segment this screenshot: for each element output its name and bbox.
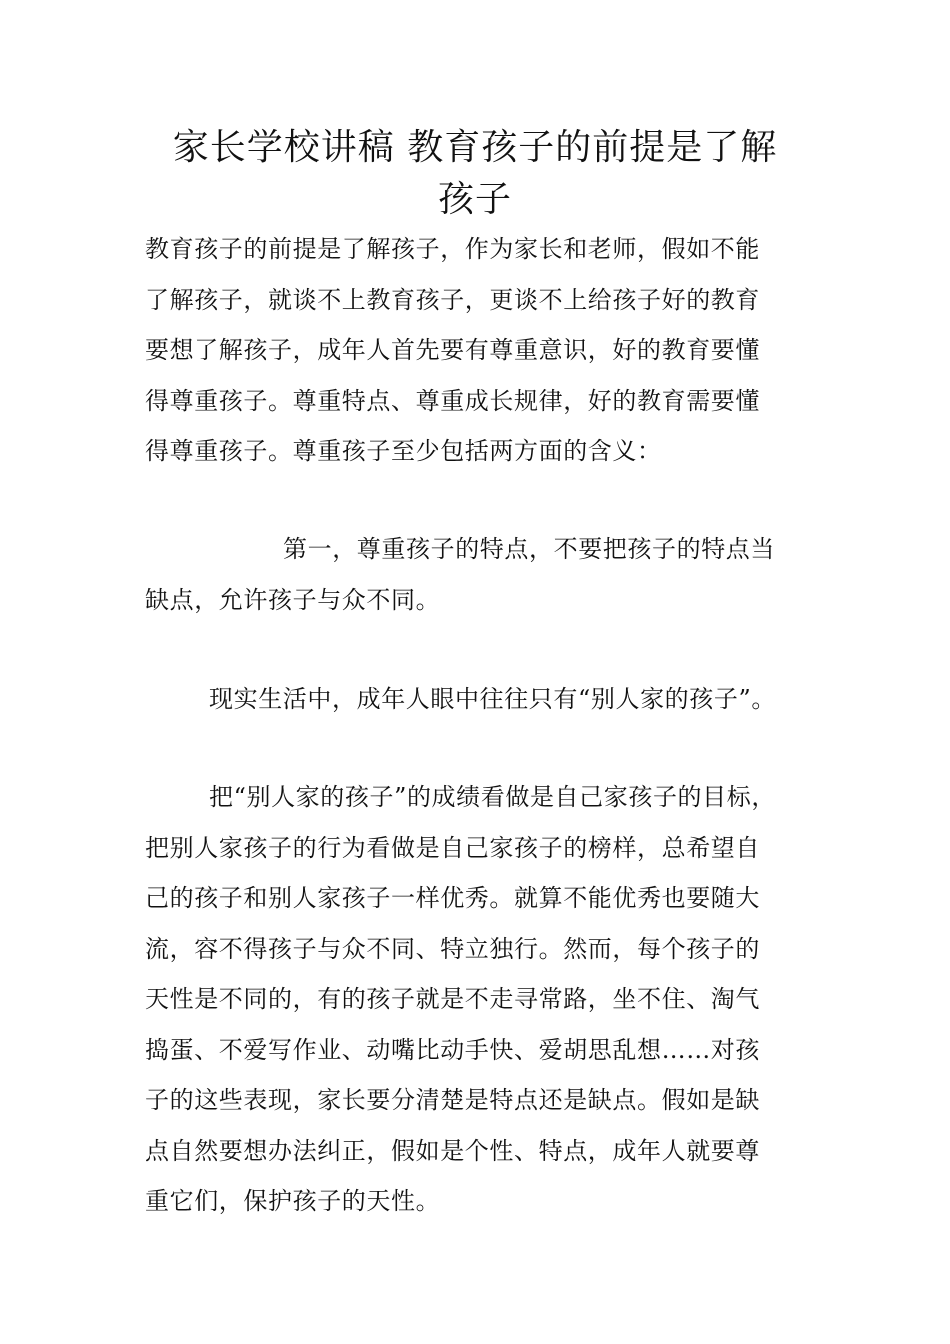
text-line: 第一，尊重孩子的特点，不要把孩子的特点当 xyxy=(283,535,775,563)
paragraph-comparison xyxy=(145,772,825,1227)
text-line: 了解孩子，就谈不上教育孩子，更谈不上给孩子好的教育 xyxy=(145,285,760,314)
text-line: 得尊重孩子。尊重孩子至少包括两方面的含义： xyxy=(145,437,662,465)
paragraph-intro xyxy=(145,224,825,477)
text-line: 子的这些表现，家长要分清楚是特点还是缺点。假如是缺 xyxy=(145,1086,760,1114)
text-line: 现实生活中，成年人眼中往往只有“别人家的孩子”。 xyxy=(209,685,776,713)
paragraph-reality xyxy=(145,674,825,725)
text-line: 天性是不同的，有的孩子就是不走寻常路，坐不住、淘气 xyxy=(145,985,760,1013)
title-line: 孩子 xyxy=(437,179,512,220)
text-line: 教育孩子的前提是了解孩子，作为家长和老师，假如不能 xyxy=(145,235,760,263)
text-line: 己的孩子和别人家孩子一样优秀。就算不能优秀也要随大 xyxy=(145,884,760,912)
text-line: 重它们，保护孩子的天性。 xyxy=(145,1187,441,1215)
text-line: 得尊重孩子。尊重特点、尊重成长规律，好的教育需要懂 xyxy=(145,386,760,415)
text-line: 缺点，允许孩子与众不同。 xyxy=(145,585,441,614)
text-line: 流，容不得孩子与众不同、特立独行。然而，每个孩子的 xyxy=(145,934,760,963)
document-title xyxy=(120,122,830,226)
text-line: 把别人家孩子的行为看做是自己家孩子的榜样，总希望自 xyxy=(145,833,760,862)
paragraph-point-one xyxy=(145,524,825,625)
text-line: 捣蛋、不爱写作业、动嘴比动手快、爱胡思乱想……对孩 xyxy=(145,1035,760,1064)
text-line: 把“别人家的孩子”的成绩看做是自己家孩子的目标， xyxy=(209,783,776,811)
text-line: 点自然要想办法纠正，假如是个性、特点，成年人就要尊 xyxy=(145,1136,760,1165)
title-line: 家长学校讲稿 教育孩子的前提是了解 xyxy=(172,127,778,168)
text-line: 要想了解孩子，成年人首先要有尊重意识，好的教育要懂 xyxy=(145,336,760,364)
